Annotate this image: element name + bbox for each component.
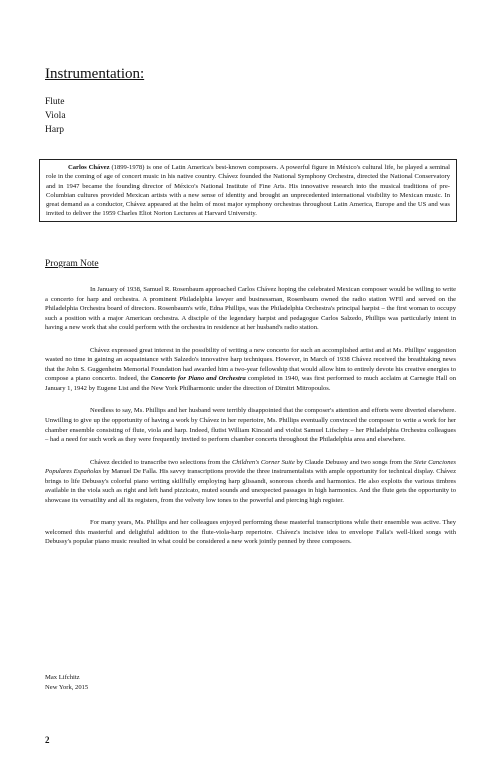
program-note-heading: Program Note [45,259,99,269]
composer-bio-text: (1899-1978) is one of Latin America's best-known composers. A powerful figure in México's cultural life, he played a seminal role in the coming of age of concert music in his native country. Chávez founded the National Symphony Orchestra, directed the National Conservatory and in 1947 became the founding director of México's National Institute of Fine Arts. His innovative research into the musical traditions of pre-Columbian cultures provided Mexican artists with a new sense of identity and brought an unprecedented international visibility to Mexican music. In great demand as a conductor, Chávez appeared at the helm of most major symphony orchestras throughout Latin America, Europe and the US and was invited to deliver the 1959 Charles Eliot Norton Lectures at Harvard University. [46,164,450,218]
program-note-body [45,285,456,560]
instrument-item: Harp [45,125,64,135]
paragraph: In January of 1938, Samuel R. Rosenbaum approached Carlos Chávez hoping the celebrated Mexican composer would be willing to write a concerto for harp and orchestra. A prominent Philadelphia lawyer and businessman, Rosenbaum owned the radio station WFIl and served on the Philadelphia Orchestra board of directors. Rosenbaum's wife, Edna Phillips, was the Philadelphia Orchestra's principal harpist – the first woman to occupy such a position with a major American orchestra. A disciple of the legendary harpist and pedagogue Carlos Salzedo, Phillips was particularly intent in having a new work that she could perform with the orchestra in residence at her husband's radio station. [45,286,456,332]
author-name: Max Lifchitz [45,674,80,681]
paragraph: Chávez expressed great interest in the possibility of writing a new concerto for such an accomplished artist and at Ms. Phillips' suggestion wasted no time in gaining an acquaintance with Salzedo's innovative harp techniques. However, in March of 1938 Chávez received the breathtaking news that the John S. Guggenheim Memorial Foundation had awarded him a two-year fellowship that would allow him to entirely devote his creative energies to compose a piano concerto. Indeed, the Concerto for Piano and Orchestra completed in 1940, was first performed to much acclaim at Carnegie Hall on January 1, 1942 by Eugene List and the New York Philharmonic under the direction of Dimitri Mitropoulos. [45,346,456,392]
paragraph: Chávez decided to transcribe two selections from the Children's Corner Suite by Claude Debussy and two songs from the Siete Canciones Populares Españolas by Manuel De Falla. His savvy transcriptions provide the three instrumentalists with ample opportunity for technical display. Chávez brings to life Debussy's colorful piano writing skillfully employing harp glissandi, sonorous chords and harmonics. He also exploits the various timbres available in the viola such as right and left hand pizzicato, muted sounds and unexpected passages in high harmonics. And the flute gets the opportunity to showcase its versatility and all its registers, from the velvety low tones to the powerful and piercing high register. [45,458,456,504]
page-title: Instrumentation: [45,66,145,82]
instrument-item: Viola [45,111,66,121]
composer-bio-box [39,159,457,222]
work-title: Siete Canciones Populares Españolas [45,458,456,476]
paragraph: Needless to say, Ms. Phillips and her husband were terribly disappointed that the composer's attention and efforts were diverted elsewhere. Unwilling to give up the opportunity of having a work by Chávez in her repertoire, Ms. Phillips eventually convinced the composer to write a work for her chamber ensemble consisting of flute, viola and harp. Indeed, flutist William Kincaid and violist Samuel Lifschey – her Philadelphia Orchestra colleagues – had a need for such work as they were frequently invited to perform chamber concerts throughout the Philadelphia area and elsewhere. [45,407,456,444]
work-title: Children's Corner Suite [231,458,295,466]
page-number: 2 [45,735,50,745]
signature [45,673,88,692]
composer-name: Carlos Chávez [68,164,110,171]
paragraph: For many years, Ms. Phillips and her colleagues enjoyed performing these masterful transcriptions while their ensemble was active. They welcomed this masterful and delightful addition to the flute-viola-harp repertoire. Chávez's incisive idea to envelope Falla's well-liked songs with Debussy's popular piano music resulted in what could be considered a new work jointly penned by three composers. [45,519,456,546]
instrument-list [45,95,66,137]
place-date: New York, 2015 [45,683,89,691]
work-title: Concerto for Piano and Orchestra [150,375,246,383]
instrument-item: Flute [45,97,65,107]
